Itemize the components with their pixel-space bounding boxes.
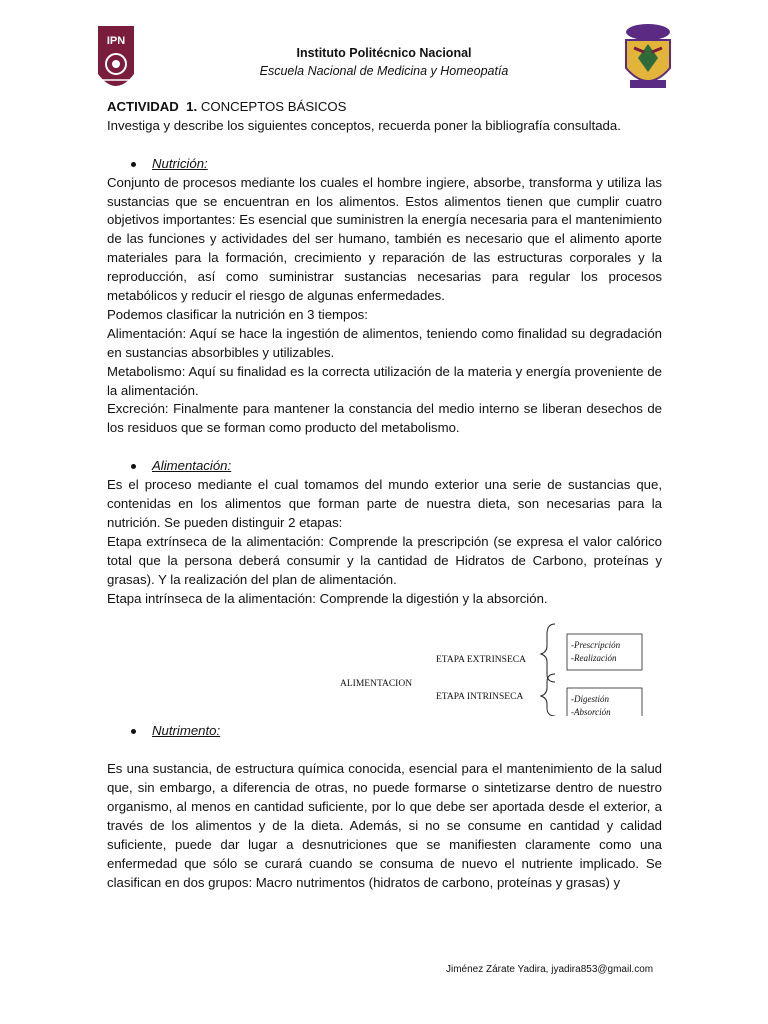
diagram-root-label: ALIMENTACION <box>340 679 413 690</box>
paragraph: Podemos clasificar la nutrición en 3 tiempos: <box>107 306 368 322</box>
diagram-item: -Realización <box>571 653 617 664</box>
activity-heading: ACTIVIDAD 1. CONCEPTOS BÁSICOS <box>107 99 347 114</box>
section-title-nutricion: Nutrición: <box>107 155 662 174</box>
diagram-stage-extrinseca: ETAPA EXTRINSECA <box>436 655 526 666</box>
brace-icon <box>541 674 555 716</box>
paragraph: Excreción: Finalmente para mantener la constancia del medio interno se liberan desechos de los residuos que se forman como producto del metabolismo. <box>107 401 662 436</box>
paragraph: Es una sustancia, de estructura química conocida, esencial para el mantenimiento de la salud que, sin embargo, a diferencia de otras, no puede formarse o sintetizarse dentro de nuestro organismo, al menos en cantidad suficiente, por lo que debe ser aportada desde el exterior, a través de los alimentos y de la dieta. Además, si no se consume en cantidad y calidad suficiente, puede dar lugar a desnutriciones que se manifiesten claramente como una enfermedad que sólo se curará cuando se consuma de nuevo el nutriente implicado. Se clasifican en dos grupos: Macro nutrimentos (hidratos de carbono, proteínas y grasas) y <box>107 761 662 890</box>
bullet-icon <box>131 464 136 469</box>
paragraph: Metabolismo: Aquí su finalidad es la correcta utilización de la materia y energía proveniente de la alimentación. <box>107 363 662 398</box>
section-title-alimentacion: Alimentación: <box>107 457 662 476</box>
brace-icon <box>541 624 555 682</box>
document-body <box>107 98 662 892</box>
alimentacion-diagram <box>107 608 662 716</box>
footer-author: Jiménez Zárate Yadira, jyadira853@gmail.com <box>446 964 654 975</box>
diagram-item: -Prescripción <box>571 640 621 651</box>
institution-name: Instituto Politécnico Nacional <box>296 46 472 60</box>
paragraph: Etapa intrínseca de la alimentación: Comprende la digestión y la absorción. <box>107 590 548 606</box>
paragraph: Es el proceso mediante el cual tomamos del mundo exterior una serie de sustancias que, contenidas en los alimentos que forman parte de nuestra dieta, son necesarias para la nutrición. Se pueden distinguir 2 etapas: <box>107 477 662 530</box>
paragraph: Etapa extrínseca de la alimentación: Comprende la prescripción (se expresa el valor calórico total que la persona deberá consumir y la cantidad de Hidratos de Carbono, proteínas y grasas). Y la realización del plan de alimentación. <box>107 533 662 587</box>
paragraph: Alimentación: Aquí se hace la ingestión de alimentos, teniendo como finalidad su degradación en sustancias absorbibles y utilizables. <box>107 325 662 360</box>
paragraph: Conjunto de procesos mediante los cuales el hombre ingiere, absorbe, transforma y utiliza las sustancias que se encuentran en los alimentos. Estos alimentos tienen que cumplir cuatro objetivos importantes: Es esencial que suministren la energía necesaria para el mantenimiento de las funciones y actividades del ser humano, también es necesario que el alimento aporte materiales para la formación, crecimiento y reparación de las estructuras corporales y la reproducción, así como suministrar sustancias necesarias para regular los procesos metabólicos y reducir el riesgo de algunas enfermedades. <box>107 174 662 304</box>
school-name: Escuela Nacional de Medicina y Homeopatía <box>259 64 509 78</box>
activity-intro: Investiga y describe los siguientes conceptos, recuerda poner la bibliografía consultada. <box>107 117 621 133</box>
section-title-nutrimento: Nutrimento: <box>107 722 662 741</box>
diagram-item: -Absorción <box>571 707 611 717</box>
bullet-icon <box>131 162 136 167</box>
diagram-stage-intrinseca: ETAPA INTRINSECA <box>436 692 524 703</box>
diagram-item: -Digestión <box>571 694 609 705</box>
bullet-icon <box>131 729 136 734</box>
school-crest <box>620 22 676 94</box>
svg-text:IPN: IPN <box>106 35 126 47</box>
